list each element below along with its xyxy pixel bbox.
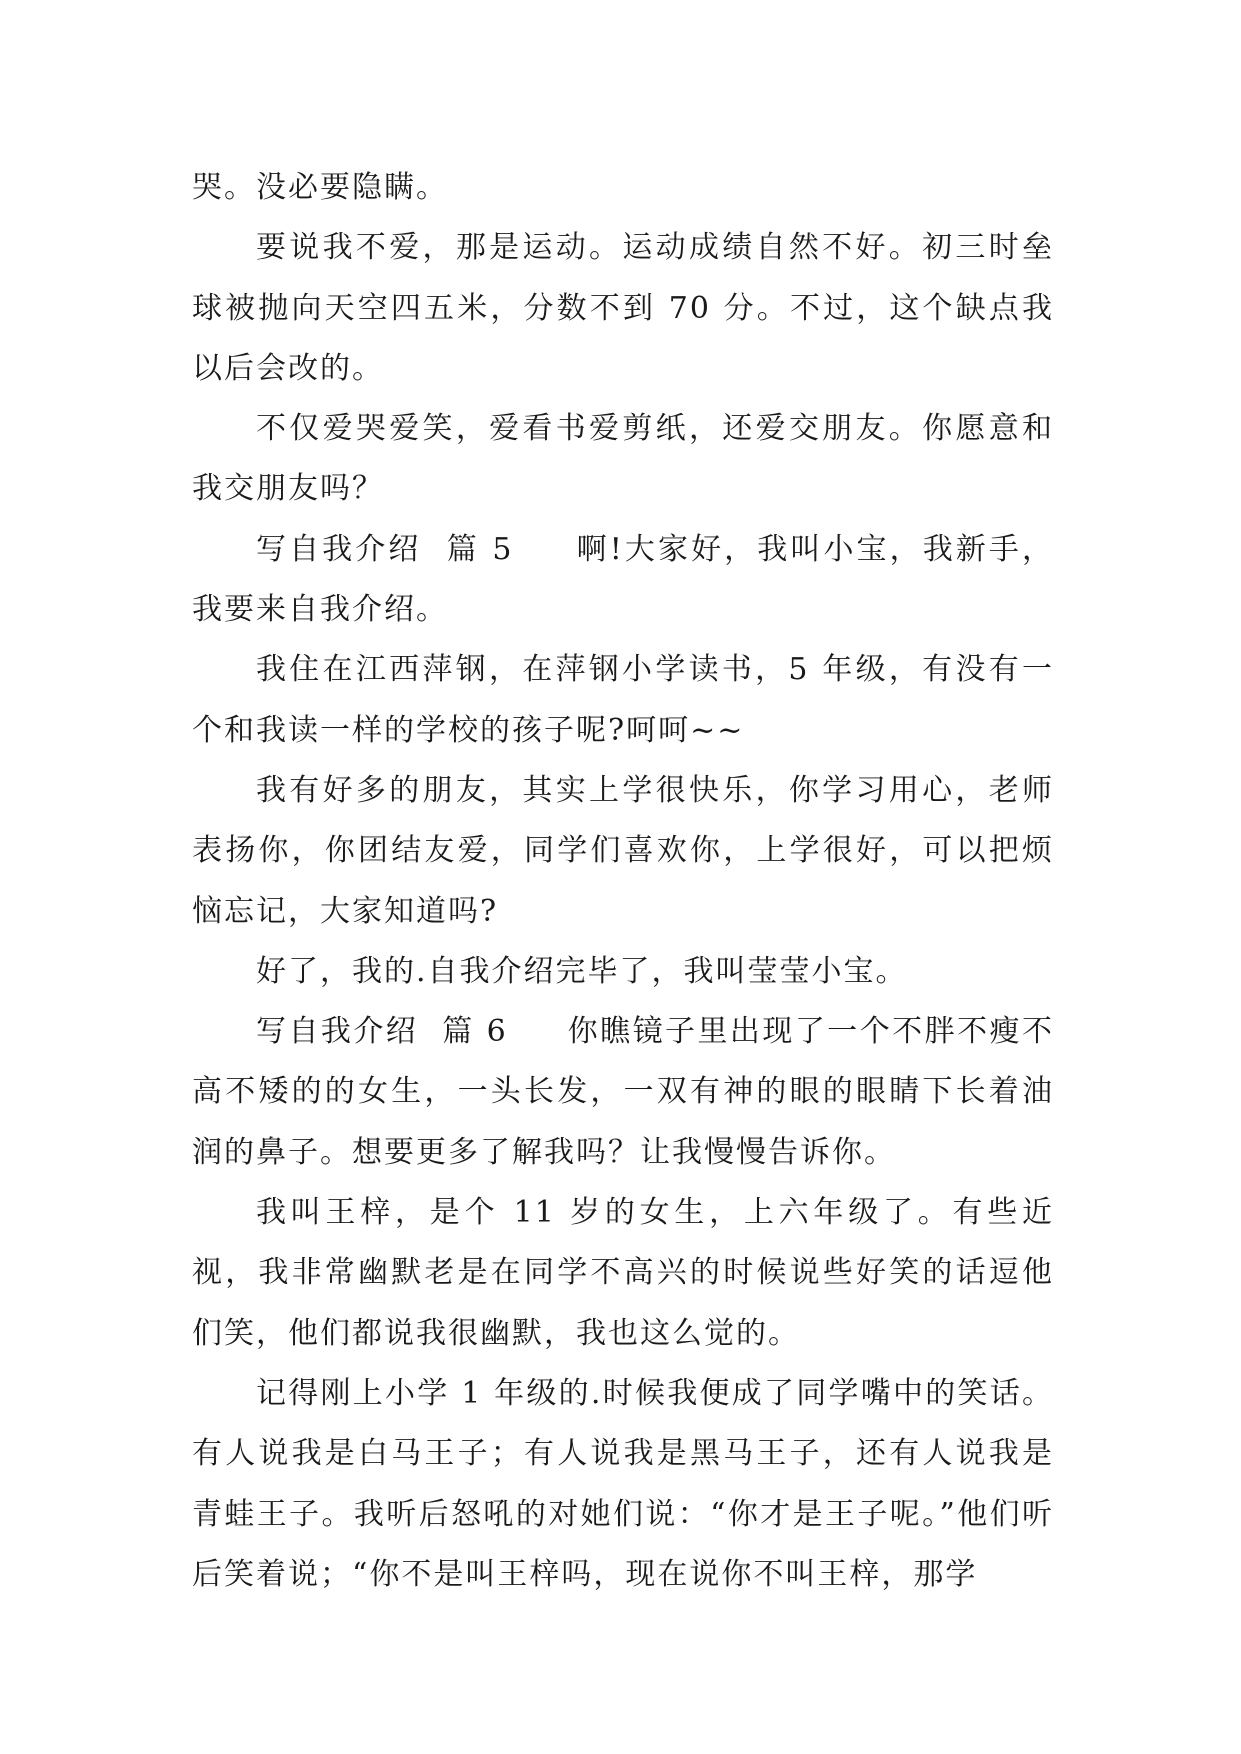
paragraph: 我叫王梓，是个 11 岁的女生，上六年级了。有些近视，我非常幽默老是在同学不高兴的时候说些好笑的话逗他们笑，他们都说我很幽默，我也这么觉的。 [192, 1195, 1054, 1351]
paragraph: 写自我介绍 篇 6 你瞧镜子里出现了一个不胖不瘦不高不矮的的女生，一头长发，一双有神的眼的眼睛下长着油润的鼻子。想要更多了解我吗？让我慢慢告诉你。 [192, 1014, 1054, 1170]
paragraph: 写自我介绍 篇 5 啊!大家好，我叫小宝，我新手，我要来自我介绍。 [192, 531, 1054, 628]
paragraph: 不仅爱哭爱笑，爱看书爱剪纸，还爱交朋友。你愿意和我交朋友吗？ [192, 411, 1054, 507]
paragraph-continuation: 哭。没必要隐瞒。 [192, 170, 448, 205]
paragraph: 我住在江西萍钢，在萍钢小学读书，5 年级，有没有一个和我读一样的学校的孩子呢?呵呵~~ [192, 652, 1054, 748]
paragraph: 记得刚上小学 1 年级的.时候我便成了同学嘴中的笑话。有人说我是白马王子；有人说我是黑马王子，还有人说我是青蛙王子。我听后怒吼的对她们说：“你才是王子呢。”他们听后笑着说；“你不是叫王梓吗，现在说你不叫王梓，那学 [192, 1375, 1054, 1592]
paragraph: 好了，我的.自我介绍完毕了，我叫莹莹小宝。 [256, 953, 908, 989]
paragraph: 要说我不爱，那是运动。运动成绩自然不好。初三时垒球被抛向天空四五米，分数不到 70 分。不过，这个缺点我以后会改的。 [192, 230, 1054, 386]
paragraph: 我有好多的朋友，其实上学很快乐，你学习用心，老师表扬你，你团结友爱，同学们喜欢你，上学很好，可以把烦恼忘记，大家知道吗? [192, 772, 1054, 929]
document-body [192, 158, 1054, 1605]
